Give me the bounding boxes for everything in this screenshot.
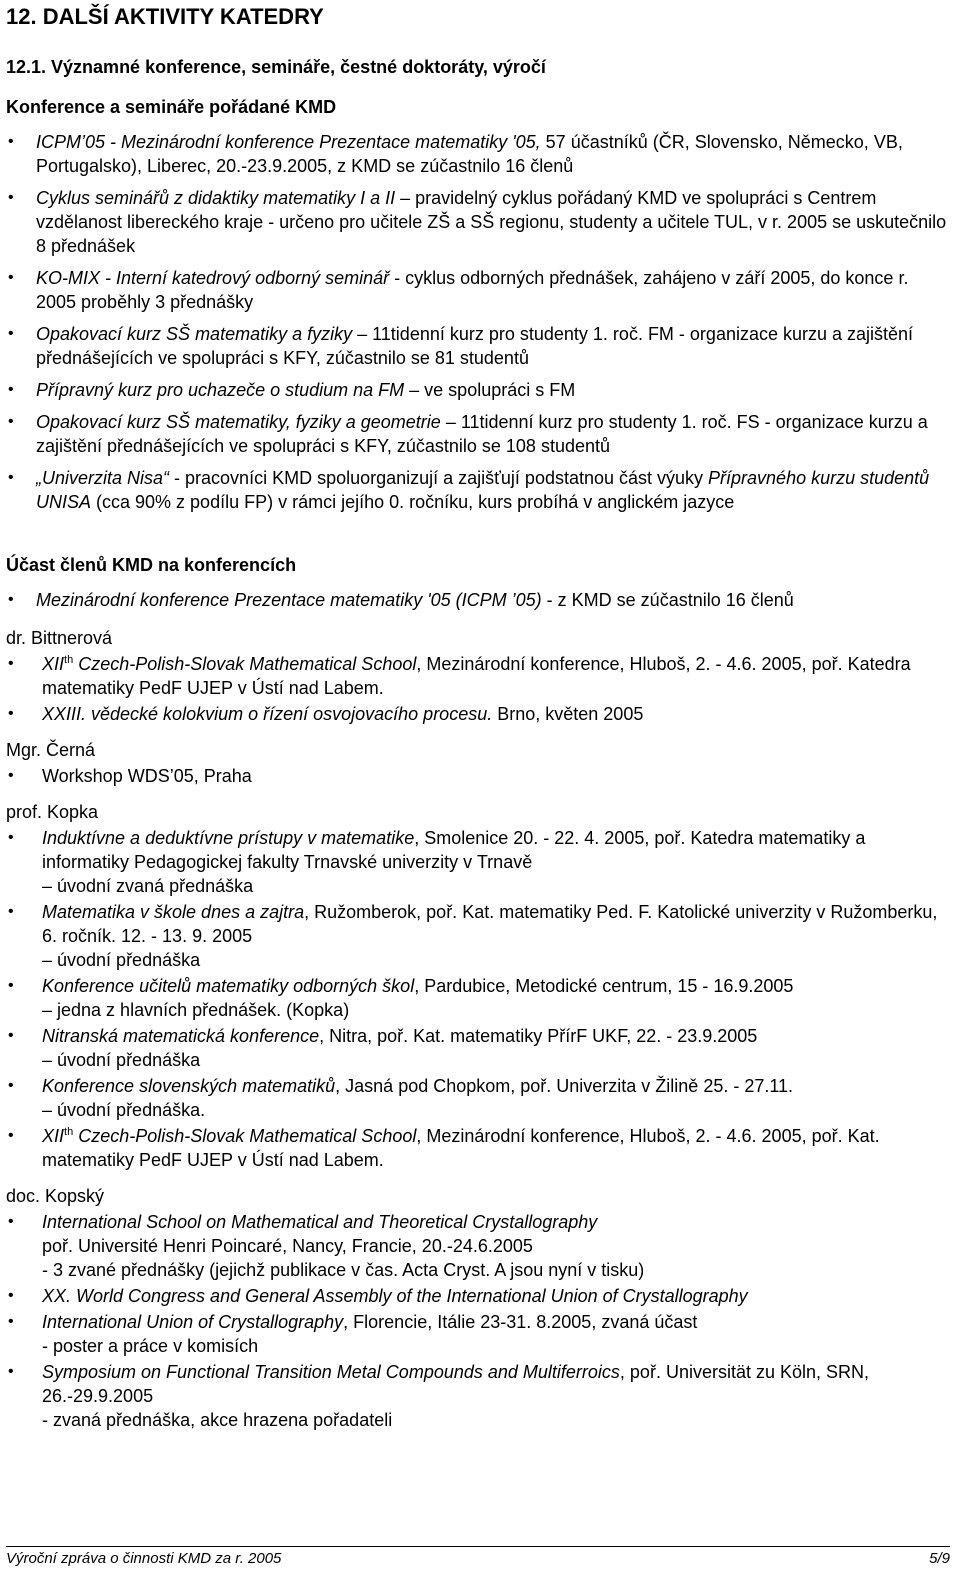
section-heading: 12.1. Významné konference, semináře, čestné doktoráty, výročí [6,57,546,77]
item-text: – 11tidenní kurz pro studenty 1. roč. FS - organizace kurzu a zajištění přednášejících ve spolupráci s KFY, zúčastnilo se 108 studentů [36,412,928,456]
footer-title: Výroční zpráva o činnosti KMD za r. 2005 [6,1550,282,1567]
item-text: (cca 90% z podílu FP) v rámci jejího 0. ročníku, kurs probíhá v anglickém jazyce [91,492,735,512]
item-title: Cyklus seminářů z didaktiky matematiky I a II [36,188,396,208]
item-detail: – jedna z hlavních přednášek. (Kopka) [42,1000,350,1020]
item-title: Symposium on Functional Transition Metal Compounds and Multiferroics [42,1362,620,1382]
list-item [6,466,950,514]
item-text: Workshop WDS’05, Praha [42,766,252,786]
persons-section [6,626,950,1432]
list-item [6,652,950,700]
list-item [6,1210,950,1282]
item-title: XII [42,1126,65,1146]
list-item [6,1124,950,1172]
superscript: th [64,1126,74,1138]
list-item [6,826,950,898]
item-text: , Jasná pod Chopkom, poř. Univerzita v Žilině 25. - 27.11. [335,1076,794,1096]
list-item [6,410,950,458]
list-item [6,1360,950,1432]
item-detail: - zvaná přednáška, akce hrazena pořadateli [42,1410,393,1430]
item-detail: - 3 zvané přednášky (jejichž publikace v čas. Acta Cryst. A jsou nyní v tisku) [42,1260,645,1280]
item-text: - cyklus odborných přednášek, zahájeno v září 2005, do konce r. 2005 proběhly 3 přednášky [36,268,909,312]
item-text: , Mezinárodní konference, Hluboš, 2. - 4.6. 2005, poř. Katedra matematiky PedF UJEP v Ústí nad Labem. [42,654,911,698]
item-title: Czech-Polish-Slovak Mathematical School [73,1126,417,1146]
item-text: – ve spolupráci s FM [404,380,576,400]
item-title: Nitranská matematická konference [42,1026,320,1046]
item-title: Opakovací kurz SŠ matematiky a fyziky [36,324,353,344]
item-text: , Ružomberok, poř. Kat. matematiky Ped. F. Katolické univerzity v Ružomberku, 6. ročník. 12. - 13. 9. 2005 [42,902,938,946]
document-page [6,0,950,1432]
item-text: , Nitra, poř. Kat. matematiky PřírF UKF, 22. - 23.9.2005 [319,1026,758,1046]
item-title: XII [42,654,65,674]
organized-events-list [6,130,950,514]
list-item [6,900,950,972]
item-title: Induktívne a deduktívne prístupy v matematike [42,828,415,848]
list-item [6,322,950,370]
item-detail: – úvodní zvaná přednáška [42,876,254,896]
person-conference-list [6,764,950,788]
list-item [6,702,950,726]
item-title: KO-MIX - Interní katedrový odborný seminář [36,268,390,288]
item-text: - pracovníci KMD spoluorganizují a zajišťují podstatnou část výuky [169,468,709,488]
list-item [6,764,950,788]
item-text: – 11tidenní kurz pro studenty 1. roč. FM - organizace kurzu a zajištění přednášejících ve spolupráci s KFY, zúčastnilo se 81 studentů [36,324,914,368]
person-name: doc. Kopský [6,1186,105,1206]
list-item [6,130,950,178]
item-title: Konference učitelů matematiky odborných škol [42,976,415,996]
chapter-heading: 12. DALŠÍ AKTIVITY KATEDRY [6,4,324,29]
person-name: Mgr. Černá [6,740,96,760]
item-text: , Mezinárodní konference, Hluboš, 2. - 4.6. 2005, poř. Kat. matematiky PedF UJEP v Ústí nad Labem. [42,1126,880,1170]
person-name: dr. Bittnerová [6,628,113,648]
item-text: 57 účastníků (ČR, Slovensko, Německo, VB, Portugalsko), Liberec, 20.-23.9.2005, z KMD se zúčastnilo 16 členů [36,132,903,176]
page-number: 5/9 [929,1550,950,1567]
item-title: XXIII. vědecké kolokvium o řízení osvojovacího procesu. [42,704,493,724]
subsection-heading-organized: Konference a semináře pořádané KMD [6,97,337,117]
list-item [6,1310,950,1358]
item-detail: – úvodní přednáška [42,1050,201,1070]
item-title: Přípravného kurzu studentů UNISA [36,468,930,512]
item-text: - z KMD se zúčastnilo 16 členů [541,590,794,610]
item-text: , Smolenice 20. - 22. 4. 2005, poř. Katedra matematiky a informatiky Pedagogickej fakulty Trnavské univerzity v Trnavě [42,828,866,872]
list-item [6,1024,950,1072]
item-title: Konference slovenských matematiků [42,1076,336,1096]
participation-list [6,588,950,612]
item-detail: - poster a práce v komisích [42,1336,259,1356]
list-item [6,266,950,314]
list-item [6,974,950,1022]
item-text: , Pardubice, Metodické centrum, 15 - 16.9.2005 [414,976,794,996]
item-title: Mezinárodní konference Prezentace matematiky '05 (ICPM ’05) [36,590,542,610]
list-item [6,378,950,402]
person-conference-list [6,826,950,1172]
item-title: International Union of Crystallography [42,1312,344,1332]
page-footer [6,1546,950,1569]
item-text: – pravidelný cyklus pořádaný KMD ve spolupráci s Centrem vzdělanost libereckého kraje - určeno pro učitele ZŠ a SŠ regionu, studenty a učitele TUL, v r. 2005 se uskutečnilo 8 přednášek [36,188,947,256]
item-detail: – úvodní přednáška [42,950,201,970]
subsection-heading-participation: Účast členů KMD na konferencích [6,555,297,575]
person-conference-list [6,652,950,726]
person-conference-list [6,1210,950,1432]
item-title: Czech-Polish-Slovak Mathematical School [73,654,417,674]
item-text: , Florencie, Itálie 23-31. 8.2005, zvaná účast [343,1312,698,1332]
list-item [6,588,950,612]
list-item [6,186,950,258]
item-text: , poř. Universität zu Köln, SRN, 26.-29.9.2005 [42,1362,870,1406]
item-title: XX. World Congress and General Assembly of the International Union of Crystallography [42,1286,748,1306]
item-title: Přípravný kurz pro uchazeče o studium na FM [36,380,405,400]
item-text: Brno, květen 2005 [492,704,644,724]
item-title: International School on Mathematical and Theoretical Crystallography [42,1212,598,1232]
item-title: ICPM’05 - Mezinárodní konference Prezentace matematiky '05, [36,132,541,152]
superscript: th [64,654,74,666]
item-title: Opakovací kurz SŠ matematiky, fyziky a geometrie [36,412,441,432]
list-item [6,1284,950,1308]
item-detail: poř. Université Henri Poincaré, Nancy, Francie, 20.-24.6.2005 [42,1236,533,1256]
item-title: „Univerzita Nisa“ [36,468,170,488]
list-item [6,1074,950,1122]
person-name: prof. Kopka [6,802,99,822]
item-title: Matematika v škole dnes a zajtra [42,902,305,922]
item-detail: – úvodní přednáška. [42,1100,206,1120]
